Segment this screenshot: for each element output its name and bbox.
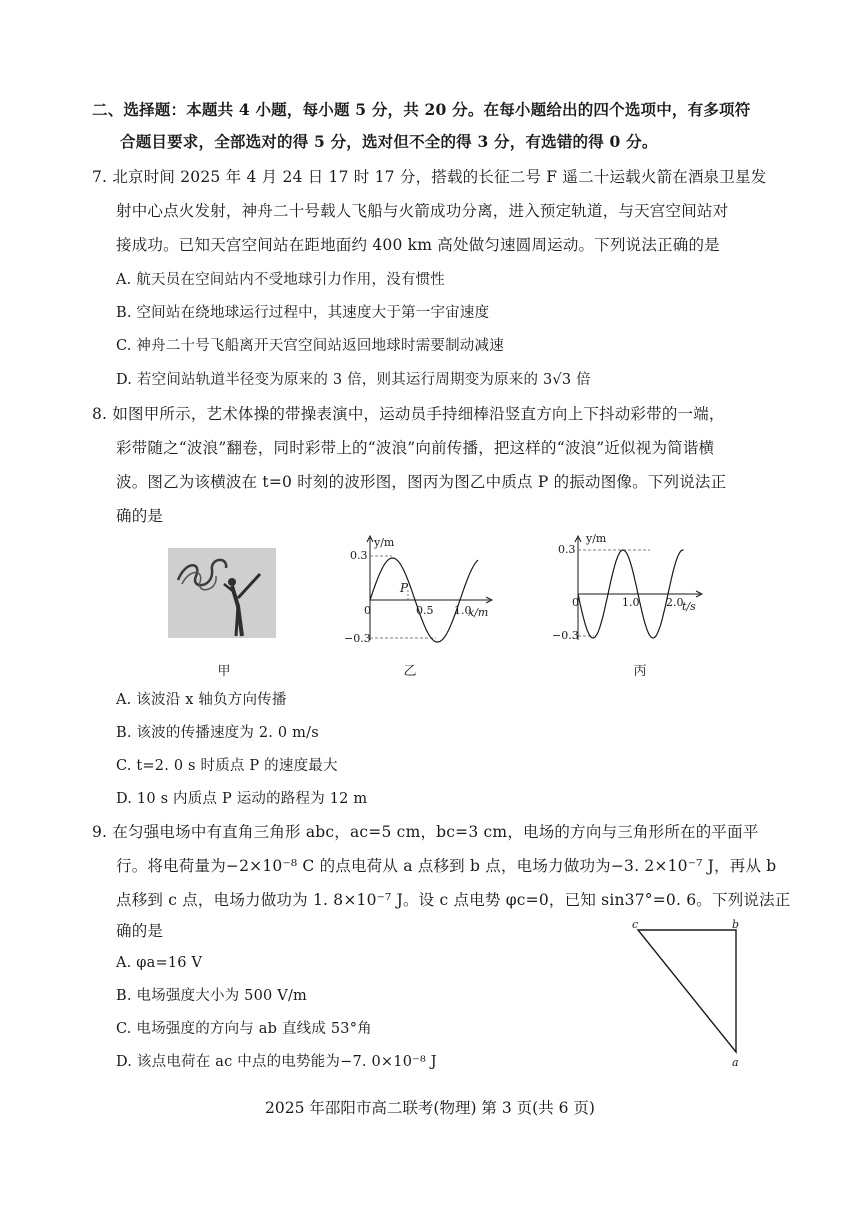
ytick-bottom-yi: −0.3 xyxy=(344,632,371,645)
q7-option-c: C. 神舟二十号飞船离开天宫空间站返回地球时需要制动减速 xyxy=(116,338,504,354)
ytick-bottom-bing: −0.3 xyxy=(552,629,579,642)
q9-stem-line-2: 行。将电荷量为−2×10⁻⁸ C 的点电荷从 a 点移到 b 点，电场力做功为−3. 2×10⁻⁷ J，再从 b xyxy=(116,857,777,875)
ytick-top-yi: 0.3 xyxy=(350,549,368,562)
origin-bing: 0 xyxy=(572,596,579,609)
q9-option-b: B. 电场强度大小为 500 V/m xyxy=(116,988,307,1004)
q9-option-a: A. φa=16 V xyxy=(116,955,203,971)
q9-stem-line-4: 确的是 xyxy=(116,922,164,940)
vibration-graph-bing xyxy=(550,530,710,650)
ttick-10-bing: 1.0 xyxy=(622,596,640,609)
q7-option-d: D. 若空间站轨道半径变为原来的 3 倍，则其运行周期变为原来的 3√3 倍 xyxy=(116,372,591,388)
vertex-b-label: b xyxy=(732,918,740,931)
origin-yi: 0 xyxy=(364,604,371,617)
q9-option-c: C. 电场强度的方向与 ab 直线成 53°角 xyxy=(116,1021,372,1037)
ytick-top-bing: 0.3 xyxy=(558,543,576,556)
q8-option-c: C. t=2. 0 s 时质点 P 的速度最大 xyxy=(116,758,338,774)
q7-stem-line-2: 射中心点火发射，神舟二十号载人飞船与火箭成功分离，进入预定轨道，与天宫空间站对 xyxy=(116,202,729,220)
q9-option-d: D. 该点电荷在 ac 中点的电势能为−7. 0×10⁻⁸ J xyxy=(116,1054,437,1070)
q7-option-b: B. 空间站在绕地球运行过程中，其速度大于第一宇宙速度 xyxy=(116,305,490,321)
figure-jia-caption: 甲 xyxy=(217,664,231,679)
xtick-05-yi: 0.5 xyxy=(416,604,434,617)
q8-stem-line-3: 波。图乙为该横波在 t=0 时刻的波形图，图丙为图乙中质点 P 的振动图像。下列说法正 xyxy=(116,473,727,491)
figure-yi-caption: 乙 xyxy=(403,664,417,679)
q7-option-a: A. 航天员在空间站内不受地球引力作用，没有惯性 xyxy=(116,272,445,288)
q7-stem-line-1: 7. 北京时间 2025 年 4 月 24 日 17 时 17 分，搭载的长征二号 F 遥二十运载火箭在酒泉卫星发 xyxy=(92,168,767,186)
q7-stem-line-3: 接成功。已知天宫空间站在距地面约 400 km 高处做匀速圆周运动。下列说法正确的是 xyxy=(116,236,720,254)
triangle-abc-diagram xyxy=(628,918,748,1068)
ttick-20-bing: 2.0 xyxy=(666,596,684,609)
xtick-10-yi: 1.0 xyxy=(454,604,472,617)
point-p-label: P xyxy=(400,581,409,595)
section-header-line-1: 二、选择题：本题共 4 小题，每小题 5 分，共 20 分。在每小题给出的四个选项中，有多项符 xyxy=(92,100,751,119)
ylabel-yi: y/m xyxy=(374,536,395,549)
section-header-line-2: 合题目要求，全部选对的得 5 分，选对但不全的得 3 分，有选错的得 0 分。 xyxy=(120,132,658,151)
xlabel-yi: x/m xyxy=(468,606,489,619)
q8-option-a: A. 该波沿 x 轴负方向传播 xyxy=(116,692,287,708)
q9-stem-line-1: 9. 在匀强电场中有直角三角形 abc，ac=5 cm，bc=3 cm，电场的方向与三角形所在的平面平 xyxy=(92,823,759,841)
q8-stem-line-1: 8. 如图甲所示，艺术体操的带操表演中，运动员手持细棒沿竖直方向上下抖动彩带的一端， xyxy=(92,405,725,423)
vertex-c-label: c xyxy=(632,918,639,931)
q8-option-d: D. 10 s 内质点 P 运动的路程为 12 m xyxy=(116,791,368,807)
ylabel-bing: y/m xyxy=(586,532,607,545)
xlabel-bing: t/s xyxy=(682,600,696,613)
q8-option-b: B. 该波的传播速度为 2. 0 m/s xyxy=(116,725,319,741)
wave-graph-yi xyxy=(340,530,500,650)
vertex-a-label: a xyxy=(732,1056,739,1069)
page-footer: 2025 年邵阳市高二联考(物理) 第 3 页(共 6 页) xyxy=(265,1099,595,1117)
triangle xyxy=(638,930,736,1052)
figure-bing-caption: 丙 xyxy=(633,664,647,679)
q9-stem-line-3: 点移到 c 点，电场力做功为 1. 8×10⁻⁷ J。设 c 点电势 φc=0，已知 sin37°=0. 6。下列说法正 xyxy=(116,891,791,909)
gymnast-photo xyxy=(168,548,276,638)
q8-stem-line-2: 彩带随之“波浪”翻卷，同时彩带上的“波浪”向前传播，把这样的“波浪”近似视为简谐横 xyxy=(116,439,715,457)
q8-stem-line-4: 确的是 xyxy=(116,507,164,525)
